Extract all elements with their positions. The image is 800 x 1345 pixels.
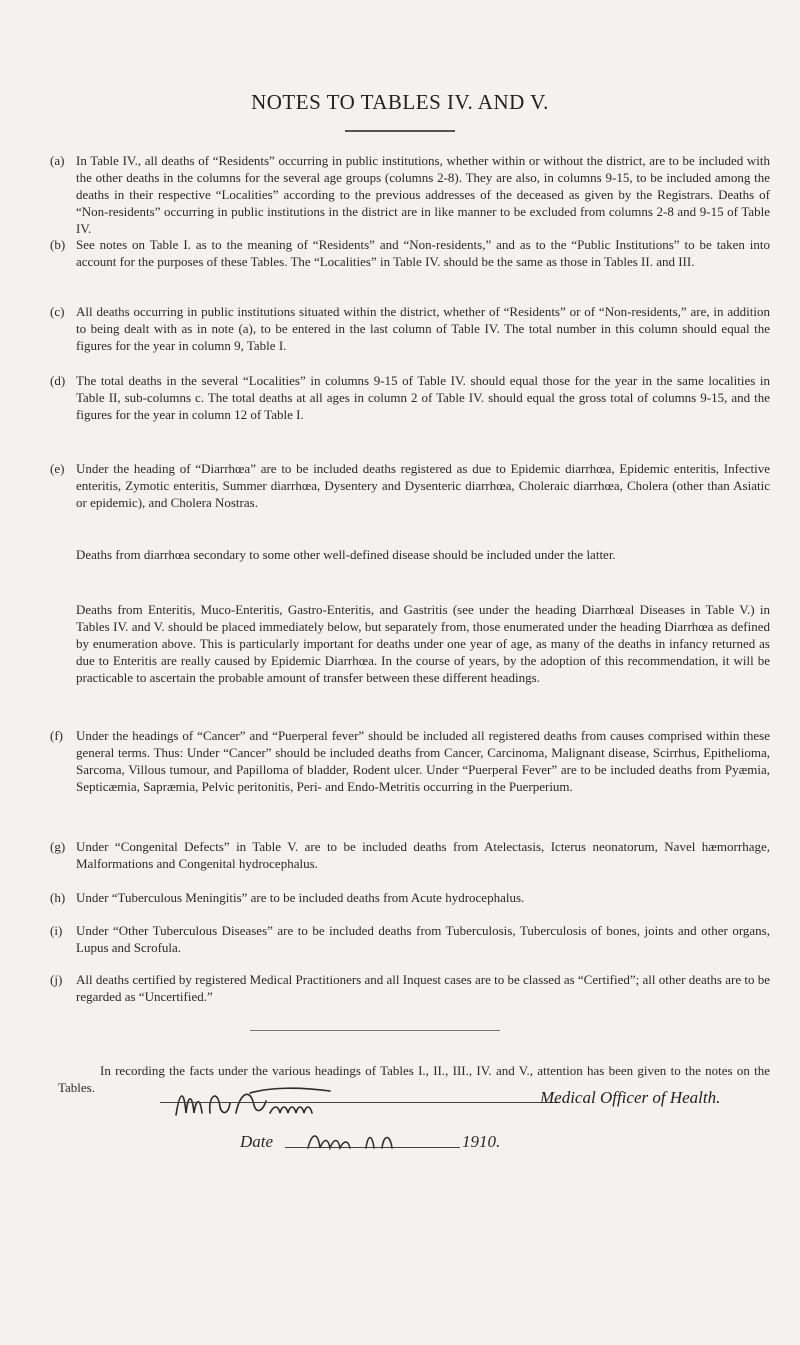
signature-line [160,1102,560,1103]
section-divider [250,1030,500,1031]
note-d [50,372,770,423]
note-label: (a) [50,153,65,168]
note-text: Under the headings of “Cancer” and “Puerperal fever” should be included all registered deaths from causes comprised within these general terms. Thus: Under “Cancer” should be included deaths from Cancer, Carcinoma, Malignant disease, Scirrhus, Epithelioma, Sarcoma, Villous tumour, and Papilloma of bladder, Rodent ulcer. Under “Puerperal Fever” are to be included deaths from Pyæmia, Septicæmia, Sapræmia, Pelvic peritonitis, Peri- and Endo-Metritis occurring in the Puerperium. [76,728,770,794]
note-a [50,152,770,237]
note-b [50,236,770,270]
note-j [50,971,770,1005]
note-label: (d) [50,373,66,388]
note-text: All deaths certified by registered Medical Practitioners and all Inquest cases are to be classed as “Certified”; all other deaths are to be regarded as “Uncertified.” [76,972,770,1004]
note-label: (j) [50,972,63,987]
note-label: (c) [50,304,65,319]
note-text: All deaths occurring in public institutions situated within the district, whether of “Residents” or of “Non-residents,” are, in addition to being dealt with as in note (a), to be entered in the last column of Table IV. The total number in this column should equal the figures for the year in column 9, Table I. [76,304,770,353]
note-text: In Table IV., all deaths of “Residents” occurring in public institutions, whether within or without the district, are to be included with the other deaths in the columns for the several age groups (columns 2-8). They are also, in columns 9-15, to be included among the deaths in their respective “Localities” according to the previous addresses of the deceased as given by the Registrars. Deaths of “Non-residents” occurring in public institutions in the district are in like manner to be excluded from columns 2-8 and 9-15 of Table IV. [76,153,770,236]
date-line [285,1147,460,1148]
note-h [50,889,770,906]
note-label: (b) [50,237,66,252]
note-label: (g) [50,839,66,854]
note-c [50,303,770,354]
page-title: NOTES TO TABLES IV. AND V. [251,90,549,114]
handwritten-date [300,1128,410,1156]
note-e-paragraph-1: Deaths from diarrhœa secondary to some other well-defined disease should be included under the latter. [76,547,616,562]
date-year: 1910. [462,1132,501,1151]
note-i [50,922,770,956]
note-text: Under the heading of “Diarrhœa” are to be included deaths registered as due to Epidemic diarrhœa, Epidemic enteritis, Infective enteritis, Zymotic enteritis, Summer diarrhœa, Dysentery and Dysenteric diarrhœa, Choleraic diarrhœa, Cholera (other than Asiatic or epidemic), and Cholera Nostras. [76,461,770,510]
note-e [50,460,770,511]
note-text: See notes on Table I. as to the meaning of “Residents” and “Non-residents,” and as to the “Public Institutions” to be taken into account for the purposes of these Tables. The “Localities” in Table IV. should be the same as those in Tables II. and III. [76,237,770,269]
note-text: The total deaths in the several “Localities” in columns 9-15 of Table IV. should equal those for the year in the same localities in Table II, sub-columns c. The total deaths at all ages in column 2 of Table IV. should equal the gross total of columns 9-15, and the figures for the year in column 12 of Table I. [76,373,770,422]
note-text: Under “Congenital Defects” in Table V. are to be included deaths from Atelectasis, Icterus neonatorum, Navel hæmorrhage, Malformations and Congenital hydrocephalus. [76,839,770,871]
title-divider [345,130,455,132]
date-label: Date [240,1132,274,1151]
note-e-paragraph-2: Deaths from Enteritis, Muco-Enteritis, Gastro-Enteritis, and Gastritis (see under the heading Diarrhœal Diseases in Table V.) in Tables IV. and V. should be placed immediately below, but separately from, those enumerated under the heading Diarrhœa as defined by enumeration above. This is particularly important for deaths under one year of age, as many of the deaths in infancy returned as due to Enteritis are really caused by Epidemic Diarrhœa. In the course of years, by the adoption of this recommendation, it will be practicable to ascertain the probable amount of transfer between these different headings. [76,602,770,685]
handwritten-signature [170,1085,360,1125]
closing-statement: In recording the facts under the various headings of Tables I., II., III., IV. and V., attention has been given to the notes on the Tables. [58,1063,770,1095]
note-label: (f) [50,728,63,743]
note-f [50,727,770,795]
note-label: (i) [50,923,63,938]
note-label: (e) [50,461,65,476]
signatory-title: Medical Officer of Health. [540,1088,721,1107]
note-g [50,838,770,872]
note-label: (h) [50,890,66,905]
note-text: Under “Tuberculous Meningitis” are to be included deaths from Acute hydrocephalus. [76,890,525,905]
note-text: Under “Other Tuberculous Diseases” are to be included deaths from Tuberculosis, Tuberculosis of bones, joints and other organs, Lupus and Scrofula. [76,923,770,955]
